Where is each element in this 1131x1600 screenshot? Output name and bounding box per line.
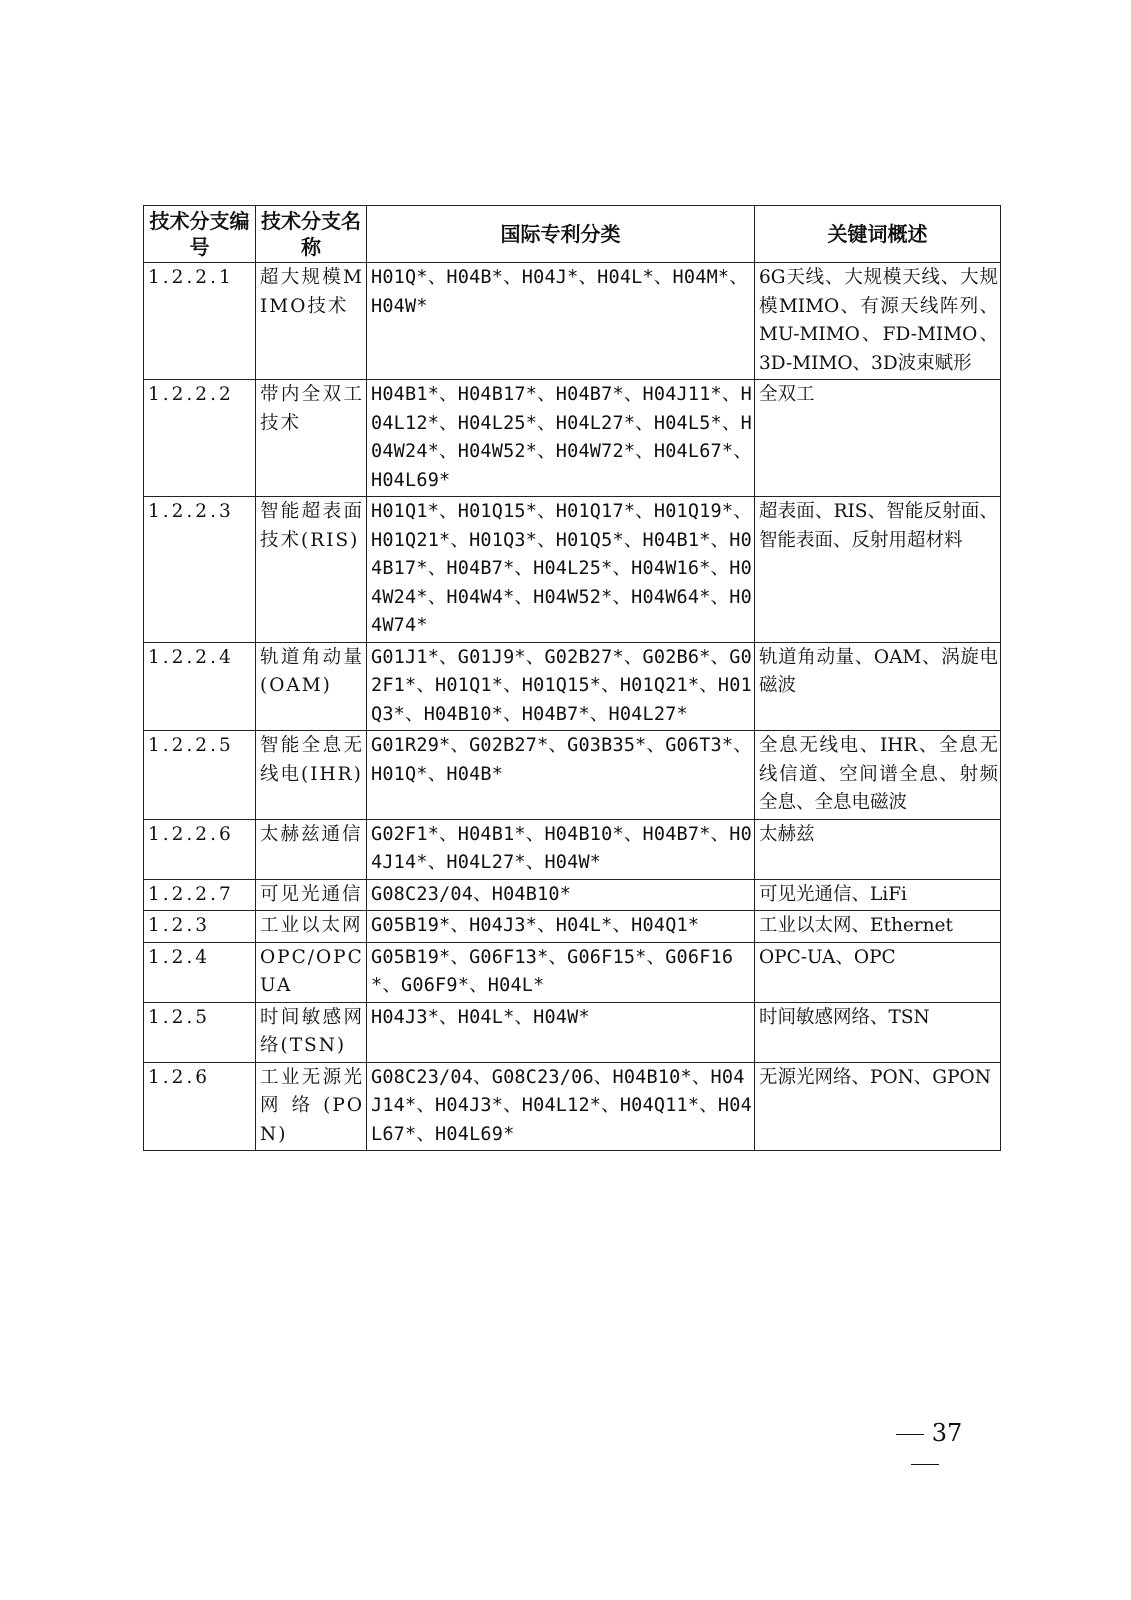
patent-classification-table (143, 205, 1001, 1151)
branch-name-cell: 智能超表面技术(RIS) (256, 497, 367, 643)
keywords-cell: 太赫兹 (755, 819, 1001, 879)
table-row (144, 1002, 1001, 1062)
branch-id-cell: 1.2.2.2 (144, 380, 256, 497)
ipc-cell: G08C23/04、H04B10* (367, 879, 755, 911)
page-number: 37 (931, 1419, 963, 1447)
table-row (144, 380, 1001, 497)
header-ipc: 国际专利分类 (367, 206, 755, 263)
branch-name-cell: 工业以太网 (256, 911, 367, 943)
keywords-cell: OPC-UA、OPC (755, 942, 1001, 1002)
branch-name-cell: 时间敏感网络(TSN) (256, 1002, 367, 1062)
branch-name-cell: 带内全双工技术 (256, 380, 367, 497)
table-row (144, 497, 1001, 643)
ipc-cell: H01Q1*、H01Q15*、H01Q17*、H01Q19*、H01Q21*、H01Q3*、H01Q5*、H04B1*、H04B17*、H04B7*、H04L25*、H04W16*、H04W24*、H04W4*、H04W52*、H04W64*、H04W74* (367, 497, 755, 643)
branch-id-cell: 1.2.3 (144, 911, 256, 943)
keywords-cell: 全双工 (755, 380, 1001, 497)
ipc-cell: G02F1*、H04B1*、H04B10*、H04B7*、H04J14*、H04L27*、H04W* (367, 819, 755, 879)
keywords-cell: 无源光网络、PON、GPON (755, 1062, 1001, 1151)
branch-id-cell: 1.2.6 (144, 1062, 256, 1151)
ipc-cell: G08C23/04、G08C23/06、H04B10*、H04J14*、H04J3*、H04L12*、H04Q11*、H04L67*、H04L69* (367, 1062, 755, 1151)
branch-name-cell: 太赫兹通信 (256, 819, 367, 879)
ipc-cell: G05B19*、H04J3*、H04L*、H04Q1* (367, 911, 755, 943)
branch-id-cell: 1.2.2.5 (144, 731, 256, 820)
right-dash (911, 1464, 939, 1466)
ipc-cell: H04J3*、H04L*、H04W* (367, 1002, 755, 1062)
branch-id-cell: 1.2.4 (144, 942, 256, 1002)
header-keywords: 关键词概述 (755, 206, 1001, 263)
keywords-cell: 工业以太网、Ethernet (755, 911, 1001, 943)
branch-name-cell: OPC/OPCUA (256, 942, 367, 1002)
keywords-cell: 6G天线、大规模天线、大规模MIMO、有源天线阵列、MU-MIMO、FD-MIMO、3D-MIMO、3D波束赋形 (755, 263, 1001, 380)
branch-id-cell: 1.2.2.6 (144, 819, 256, 879)
branch-id-cell: 1.2.2.1 (144, 263, 256, 380)
keywords-cell: 轨道角动量、OAM、涡旋电磁波 (755, 642, 1001, 731)
branch-id-cell: 1.2.2.4 (144, 642, 256, 731)
table-row (144, 911, 1001, 943)
table-row (144, 879, 1001, 911)
ipc-cell: G01J1*、G01J9*、G02B27*、G02B6*、G02F1*、H01Q1*、H01Q15*、H01Q21*、H01Q3*、H04B10*、H04B7*、H04L27* (367, 642, 755, 731)
ipc-cell: G01R29*、G02B27*、G03B35*、G06T3*、H01Q*、H04B* (367, 731, 755, 820)
table-row (144, 942, 1001, 1002)
branch-id-cell: 1.2.5 (144, 1002, 256, 1062)
ipc-cell: H01Q*、H04B*、H04J*、H04L*、H04M*、H04W* (367, 263, 755, 380)
table-row (144, 1062, 1001, 1151)
header-branch-name: 技术分支名称 (256, 206, 367, 263)
ipc-cell: H04B1*、H04B17*、H04B7*、H04J11*、H04L12*、H04L25*、H04L27*、H04L5*、H04W24*、H04W52*、H04W72*、H04L67*、H04L69* (367, 380, 755, 497)
branch-name-cell: 可见光通信 (256, 879, 367, 911)
header-branch-id: 技术分支编号 (144, 206, 256, 263)
table-row (144, 731, 1001, 820)
left-dash (896, 1434, 924, 1436)
branch-id-cell: 1.2.2.3 (144, 497, 256, 643)
branch-name-cell: 工业无源光网络(PON) (256, 1062, 367, 1151)
table-row (144, 819, 1001, 879)
page-number-footer (870, 1418, 980, 1478)
branch-id-cell: 1.2.2.7 (144, 879, 256, 911)
branch-name-cell: 智能全息无线电(IHR) (256, 731, 367, 820)
table-header-row (144, 206, 1001, 263)
branch-name-cell: 轨道角动量(OAM) (256, 642, 367, 731)
keywords-cell: 超表面、RIS、智能反射面、智能表面、反射用超材料 (755, 497, 1001, 643)
keywords-cell: 时间敏感网络、TSN (755, 1002, 1001, 1062)
branch-name-cell: 超大规模MIMO技术 (256, 263, 367, 380)
table-row (144, 642, 1001, 731)
keywords-cell: 全息无线电、IHR、全息无线信道、空间谱全息、射频全息、全息电磁波 (755, 731, 1001, 820)
keywords-cell: 可见光通信、LiFi (755, 879, 1001, 911)
ipc-cell: G05B19*、G06F13*、G06F15*、G06F16*、G06F9*、H04L* (367, 942, 755, 1002)
table-row (144, 263, 1001, 380)
